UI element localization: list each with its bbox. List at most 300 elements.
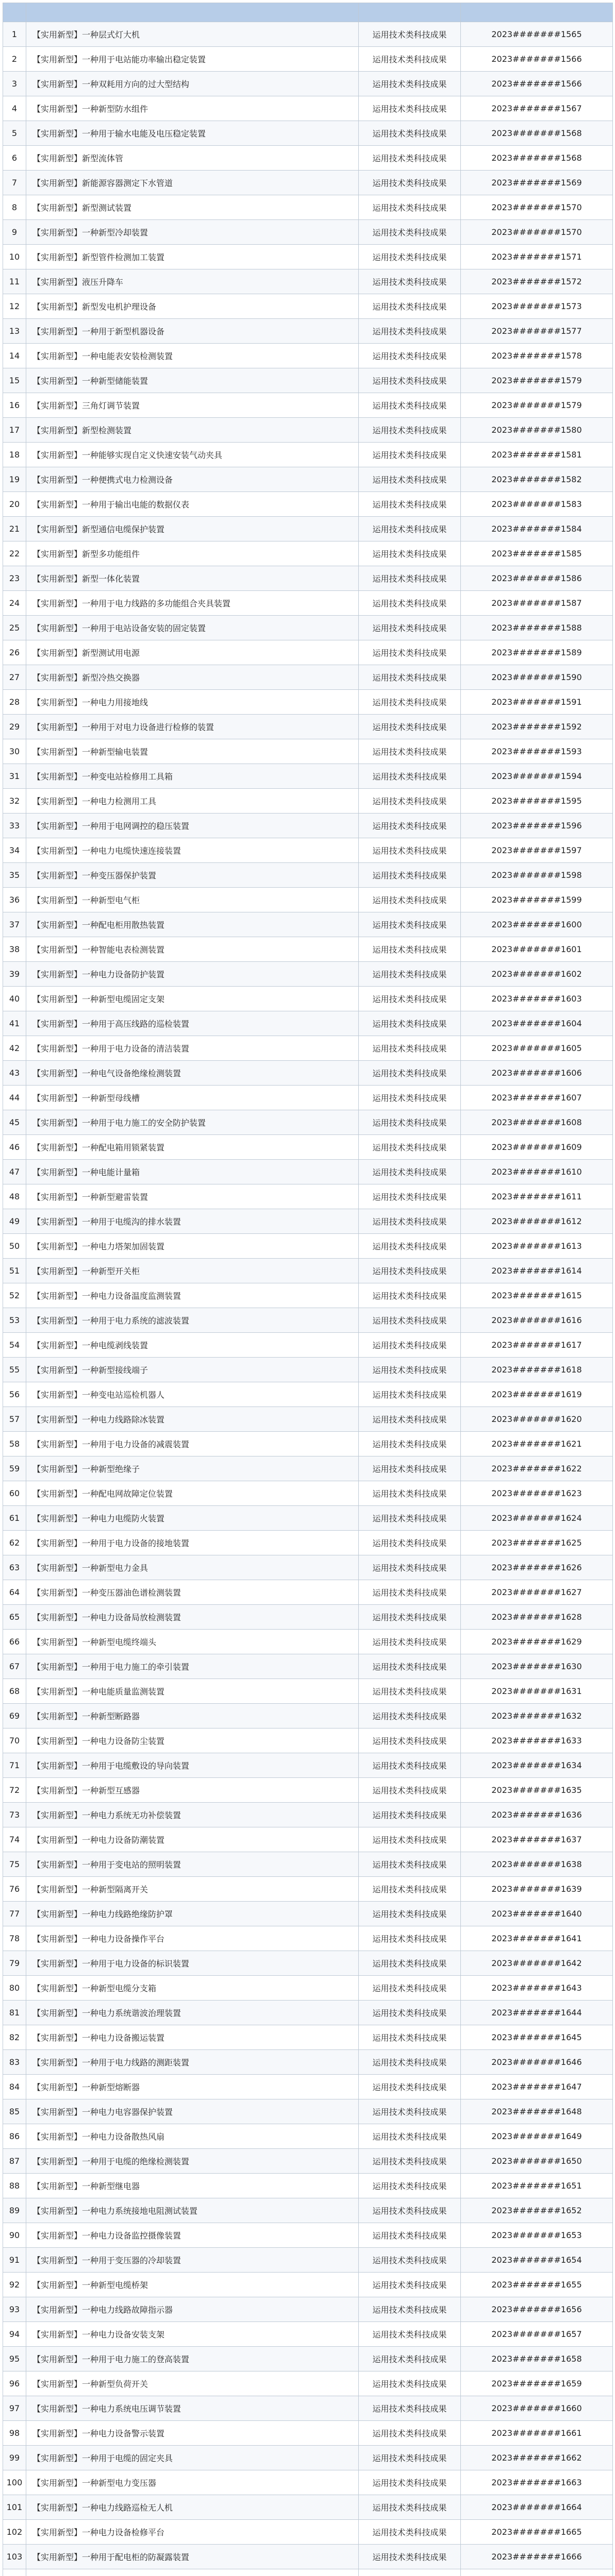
patent-name: 【实用新型】一种新型电缆终端头 xyxy=(26,1630,359,1654)
achievement-type: 运用技术类科技成果 xyxy=(359,1011,461,1036)
table-row xyxy=(3,1976,613,2001)
achievement-type: 运用技术类科技成果 xyxy=(359,2347,461,2371)
row-number: 78 xyxy=(3,1926,26,1951)
row-number: 91 xyxy=(3,2248,26,2273)
row-number: 31 xyxy=(3,764,26,789)
patent-table-body xyxy=(3,3,613,2576)
application-number: 2023#######1594 xyxy=(461,764,613,789)
application-number: 2023#######1591 xyxy=(461,690,613,715)
application-number: 2023#######1611 xyxy=(461,1184,613,1209)
row-number: 85 xyxy=(3,2099,26,2124)
row-number: 51 xyxy=(3,1259,26,1283)
application-number: 2023#######1652 xyxy=(461,2198,613,2223)
application-number: 2023#######1640 xyxy=(461,1902,613,1926)
achievement-type: 运用技术类科技成果 xyxy=(359,1778,461,1803)
patent-name: 【实用新型】一种电力线路除冰装置 xyxy=(26,1407,359,1432)
patent-name: 【实用新型】一种新型绝缘子 xyxy=(26,1456,359,1481)
achievement-type: 运用技术类科技成果 xyxy=(359,2371,461,2396)
patent-name: 【实用新型】一种电力设备警示装置 xyxy=(26,2421,359,2446)
row-number: 33 xyxy=(3,814,26,838)
application-number: 2023#######1572 xyxy=(461,269,613,294)
table-row xyxy=(3,2495,613,2520)
application-number: 2023#######1649 xyxy=(461,2124,613,2149)
row-number: 13 xyxy=(3,319,26,344)
table-row xyxy=(3,1605,613,1630)
patent-name: 【实用新型】一种电力检测用工具 xyxy=(26,789,359,814)
row-number: 47 xyxy=(3,1160,26,1184)
table-row xyxy=(3,443,613,467)
application-number: 2023#######1629 xyxy=(461,1630,613,1654)
patent-name: 【实用新型】一种电力电缆快速连接装置 xyxy=(26,838,359,863)
application-number: 2023#######1643 xyxy=(461,1976,613,2001)
table-row xyxy=(3,2223,613,2248)
achievement-type: 运用技术类科技成果 xyxy=(359,2124,461,2149)
achievement-type: 运用技术类科技成果 xyxy=(359,2025,461,2050)
row-number: 59 xyxy=(3,1456,26,1481)
achievement-type: 运用技术类科技成果 xyxy=(359,2248,461,2273)
table-row xyxy=(3,2248,613,2273)
achievement-type: 运用技术类科技成果 xyxy=(359,1432,461,1456)
patent-name: 【实用新型】一种变压器保护装置 xyxy=(26,863,359,888)
table-row xyxy=(3,72,613,96)
row-number: 35 xyxy=(3,863,26,888)
achievement-type: 运用技术类科技成果 xyxy=(359,2470,461,2495)
achievement-type: 运用技术类科技成果 xyxy=(359,764,461,789)
table-row xyxy=(3,1654,613,1679)
application-number: 2023#######1605 xyxy=(461,1036,613,1061)
row-number: 41 xyxy=(3,1011,26,1036)
patent-name: 【实用新型】一种用于电站能功率输出稳定装置 xyxy=(26,47,359,72)
application-number: 2023#######1657 xyxy=(461,2322,613,2347)
row-number: 83 xyxy=(3,2050,26,2075)
application-number: 2023#######1573 xyxy=(461,294,613,319)
patent-name: 【实用新型】一种新型开关柜 xyxy=(26,1259,359,1283)
application-number: 2023#######1566 xyxy=(461,47,613,72)
application-number: 2023#######1603 xyxy=(461,987,613,1011)
application-number: 2023#######1590 xyxy=(461,665,613,690)
table-row xyxy=(3,96,613,121)
achievement-type: 运用技术类科技成果 xyxy=(359,2545,461,2569)
row-number: 52 xyxy=(3,1283,26,1308)
row-number: 15 xyxy=(3,368,26,393)
patent-name: 【实用新型】一种便携式电力检测设备 xyxy=(26,467,359,492)
row-number: 12 xyxy=(3,294,26,319)
achievement-type: 运用技术类科技成果 xyxy=(359,1259,461,1283)
table-row xyxy=(3,2273,613,2297)
patent-name: 【实用新型】一种电力用接地线 xyxy=(26,690,359,715)
achievement-type: 运用技术类科技成果 xyxy=(359,863,461,888)
achievement-type: 运用技术类科技成果 xyxy=(359,368,461,393)
patent-name: 【实用新型】一种电力系统无功补偿装置 xyxy=(26,1803,359,1827)
row-number: 53 xyxy=(3,1308,26,1333)
achievement-type: 运用技术类科技成果 xyxy=(359,2174,461,2198)
achievement-type: 运用技术类科技成果 xyxy=(359,1086,461,1110)
row-number: 50 xyxy=(3,1234,26,1259)
table-row xyxy=(3,492,613,517)
patent-name: 【实用新型】一种电能表安装检测装置 xyxy=(26,344,359,368)
achievement-type: 运用技术类科技成果 xyxy=(359,912,461,937)
application-number: 2023#######1581 xyxy=(461,443,613,467)
application-number: 2023#######1621 xyxy=(461,1432,613,1456)
table-row xyxy=(3,294,613,319)
table-row xyxy=(3,1283,613,1308)
row-number: 43 xyxy=(3,1061,26,1086)
table-row xyxy=(3,640,613,665)
table-header-row xyxy=(3,3,613,22)
row-number: 94 xyxy=(3,2322,26,2347)
table-row xyxy=(3,690,613,715)
table-row xyxy=(3,863,613,888)
application-number: 2023#######1650 xyxy=(461,2149,613,2174)
application-number: 2023#######1659 xyxy=(461,2371,613,2396)
table-row xyxy=(3,1160,613,1184)
achievement-type: 运用技术类科技成果 xyxy=(359,220,461,245)
achievement-type: 运用技术类科技成果 xyxy=(359,789,461,814)
row-number: 11 xyxy=(3,269,26,294)
row-number: 77 xyxy=(3,1902,26,1926)
application-number: 2023#######1666 xyxy=(461,2545,613,2569)
application-number: 2023#######1648 xyxy=(461,2099,613,2124)
row-number: 37 xyxy=(3,912,26,937)
patent-name: 【实用新型】一种电力设备搬运装置 xyxy=(26,2025,359,2050)
patent-name: 【实用新型】一种新型熔断器 xyxy=(26,2075,359,2099)
row-number: 4 xyxy=(3,96,26,121)
table-row xyxy=(3,2446,613,2470)
row-number: 29 xyxy=(3,715,26,739)
patent-name: 【实用新型】一种电力线路绝缘防护罩 xyxy=(26,1902,359,1926)
application-number: 2023#######1570 xyxy=(461,195,613,220)
achievement-type: 运用技术类科技成果 xyxy=(359,1209,461,1234)
table-row xyxy=(3,121,613,146)
patent-name: 【实用新型】新型测试装置 xyxy=(26,195,359,220)
patent-name: 【实用新型】一种用于变压器的冷却装置 xyxy=(26,2248,359,2273)
row-number: 48 xyxy=(3,1184,26,1209)
achievement-type: 运用技术类科技成果 xyxy=(359,1976,461,2001)
table-row xyxy=(3,1852,613,1877)
application-number: 2023#######1589 xyxy=(461,640,613,665)
achievement-type: 运用技术类科技成果 xyxy=(359,418,461,443)
achievement-type: 运用技术类科技成果 xyxy=(359,1382,461,1407)
achievement-type: 运用技术类科技成果 xyxy=(359,1407,461,1432)
patent-name: 【实用新型】一种新型避雷装置 xyxy=(26,1184,359,1209)
row-number: 49 xyxy=(3,1209,26,1234)
table-row xyxy=(3,22,613,47)
patent-name: 【实用新型】一种新型隔离开关 xyxy=(26,1877,359,1902)
row-number: 7 xyxy=(3,171,26,195)
achievement-type: 运用技术类科技成果 xyxy=(359,443,461,467)
achievement-type: 运用技术类科技成果 xyxy=(359,1506,461,1531)
patent-name: 【实用新型】新型冷热交换器 xyxy=(26,665,359,690)
row-number: 92 xyxy=(3,2273,26,2297)
table-row xyxy=(3,1308,613,1333)
patent-name: 【实用新型】一种电能计量箱 xyxy=(26,1160,359,1184)
row-number: 84 xyxy=(3,2075,26,2099)
row-number: 55 xyxy=(3,1358,26,1382)
row-number: 74 xyxy=(3,1827,26,1852)
patent-name: 【实用新型】一种用于电力施工的登高装置 xyxy=(26,2347,359,2371)
application-number: 2023#######1616 xyxy=(461,1308,613,1333)
row-number: 62 xyxy=(3,1531,26,1555)
table-row xyxy=(3,1803,613,1827)
table-row xyxy=(3,962,613,987)
achievement-type: 运用技术类科技成果 xyxy=(359,1135,461,1160)
achievement-type: 运用技术类科技成果 xyxy=(359,2001,461,2025)
table-row xyxy=(3,146,613,171)
application-number: 2023#######1579 xyxy=(461,393,613,418)
application-number: 2023#######1578 xyxy=(461,344,613,368)
application-number: 2023#######1580 xyxy=(461,418,613,443)
row-number: 82 xyxy=(3,2025,26,2050)
table-row xyxy=(3,2297,613,2322)
table-row xyxy=(3,1926,613,1951)
table-row xyxy=(3,2075,613,2099)
achievement-type: 运用技术类科技成果 xyxy=(359,838,461,863)
row-number: 34 xyxy=(3,838,26,863)
patent-name: 【实用新型】一种新型电缆桥架 xyxy=(26,2273,359,2297)
row-number: 22 xyxy=(3,541,26,566)
header-cell-no xyxy=(3,3,26,22)
achievement-type: 运用技术类科技成果 xyxy=(359,2198,461,2223)
application-number: 2023#######1644 xyxy=(461,2001,613,2025)
achievement-type: 运用技术类科技成果 xyxy=(359,517,461,541)
achievement-type: 运用技术类科技成果 xyxy=(359,245,461,269)
application-number: 2023#######1623 xyxy=(461,1481,613,1506)
table-row xyxy=(3,1086,613,1110)
application-number: 2023#######1632 xyxy=(461,1704,613,1728)
row-number: 98 xyxy=(3,2421,26,2446)
application-number: 2023#######1567 xyxy=(461,96,613,121)
table-row xyxy=(3,2520,613,2545)
achievement-type: 运用技术类科技成果 xyxy=(359,1827,461,1852)
patent-name: 【实用新型】一种电力电缆防火装置 xyxy=(26,1506,359,1531)
achievement-type xyxy=(359,2569,461,2576)
row-number: 18 xyxy=(3,443,26,467)
patent-name: 【实用新型】新型流体管 xyxy=(26,146,359,171)
achievement-type: 运用技术类科技成果 xyxy=(359,814,461,838)
row-number: 8 xyxy=(3,195,26,220)
achievement-type: 运用技术类科技成果 xyxy=(359,1704,461,1728)
patent-name: 【实用新型】一种用于输水电能及电压稳定装置 xyxy=(26,121,359,146)
achievement-type: 运用技术类科技成果 xyxy=(359,2149,461,2174)
table-row xyxy=(3,269,613,294)
application-number: 2023#######1607 xyxy=(461,1086,613,1110)
achievement-type: 运用技术类科技成果 xyxy=(359,2075,461,2099)
achievement-type: 运用技术类科技成果 xyxy=(359,1902,461,1926)
row-number: 44 xyxy=(3,1086,26,1110)
achievement-type: 运用技术类科技成果 xyxy=(359,739,461,764)
table-row xyxy=(3,2001,613,2025)
application-number: 2023#######1627 xyxy=(461,1580,613,1605)
row-number: 28 xyxy=(3,690,26,715)
achievement-type: 运用技术类科技成果 xyxy=(359,640,461,665)
row-number: 64 xyxy=(3,1580,26,1605)
achievement-type: 运用技术类科技成果 xyxy=(359,96,461,121)
application-number: 2023#######1568 xyxy=(461,121,613,146)
application-number: 2023#######1610 xyxy=(461,1160,613,1184)
achievement-type: 运用技术类科技成果 xyxy=(359,1630,461,1654)
patent-name: 【实用新型】一种用于电力设备的标识装置 xyxy=(26,1951,359,1976)
patent-name: 【实用新型】一种电力系统电压调节装置 xyxy=(26,2396,359,2421)
row-number: 9 xyxy=(3,220,26,245)
application-number: 2023#######1600 xyxy=(461,912,613,937)
table-row xyxy=(3,1778,613,1803)
table-row xyxy=(3,616,613,640)
application-number: 2023#######1625 xyxy=(461,1531,613,1555)
patent-name: 【实用新型】一种用于变电站的照明装置 xyxy=(26,1852,359,1877)
row-number: 67 xyxy=(3,1654,26,1679)
achievement-type: 运用技术类科技成果 xyxy=(359,937,461,962)
table-row xyxy=(3,1506,613,1531)
table-row xyxy=(3,393,613,418)
row-number: 23 xyxy=(3,566,26,591)
row-number: 79 xyxy=(3,1951,26,1976)
table-row xyxy=(3,1259,613,1283)
application-number: 2023#######1622 xyxy=(461,1456,613,1481)
application-number: 2023#######1631 xyxy=(461,1679,613,1704)
patent-name: 【实用新型】新型一体化装置 xyxy=(26,566,359,591)
application-number: 2023#######1596 xyxy=(461,814,613,838)
patent-name: 【实用新型】一种用于电缆沟的排水装置 xyxy=(26,1209,359,1234)
table-row xyxy=(3,1036,613,1061)
achievement-type: 运用技术类科技成果 xyxy=(359,344,461,368)
patent-name: 【实用新型】一种新型电气柜 xyxy=(26,888,359,912)
table-row xyxy=(3,1135,613,1160)
patent-name: 【实用新型】新型发电机护理设备 xyxy=(26,294,359,319)
patent-name: 【实用新型】一种变压器油色谱检测装置 xyxy=(26,1580,359,1605)
table-row xyxy=(3,1333,613,1358)
table-row xyxy=(3,1209,613,1234)
row-number: 69 xyxy=(3,1704,26,1728)
application-number xyxy=(461,2569,613,2576)
table-row xyxy=(3,418,613,443)
table-row xyxy=(3,1456,613,1481)
table-row xyxy=(3,1753,613,1778)
application-number: 2023#######1636 xyxy=(461,1803,613,1827)
table-row xyxy=(3,888,613,912)
patent-name: 【实用新型】一种电力系统接地电阻测试装置 xyxy=(26,2198,359,2223)
application-number: 2023#######1588 xyxy=(461,616,613,640)
table-row xyxy=(3,1358,613,1382)
row-number: 89 xyxy=(3,2198,26,2223)
application-number: 2023#######1624 xyxy=(461,1506,613,1531)
achievement-type: 运用技术类科技成果 xyxy=(359,987,461,1011)
achievement-type: 运用技术类科技成果 xyxy=(359,1803,461,1827)
table-row xyxy=(3,2371,613,2396)
header-cell-type xyxy=(359,3,461,22)
achievement-type: 运用技术类科技成果 xyxy=(359,1531,461,1555)
patent-name: 【实用新型】新型多功能组件 xyxy=(26,541,359,566)
achievement-type: 运用技术类科技成果 xyxy=(359,1110,461,1135)
patent-name: 【实用新型】一种新型电缆分支箱 xyxy=(26,1976,359,2001)
patent-name: 【实用新型】一种用于电缆的绝缘检测装置 xyxy=(26,2149,359,2174)
table-row xyxy=(3,1061,613,1086)
achievement-type: 运用技术类科技成果 xyxy=(359,467,461,492)
application-number: 2023#######1615 xyxy=(461,1283,613,1308)
application-number: 2023#######1619 xyxy=(461,1382,613,1407)
row-number: 54 xyxy=(3,1333,26,1358)
row-number: 39 xyxy=(3,962,26,987)
application-number: 2023#######1626 xyxy=(461,1555,613,1580)
row-number: 71 xyxy=(3,1753,26,1778)
application-number: 2023#######1583 xyxy=(461,492,613,517)
achievement-type: 运用技术类科技成果 xyxy=(359,962,461,987)
patent-name: 【实用新型】一种电力线路故障指示器 xyxy=(26,2297,359,2322)
row-number: 25 xyxy=(3,616,26,640)
application-number: 2023#######1647 xyxy=(461,2075,613,2099)
row-number: 10 xyxy=(3,245,26,269)
patent-name: 【实用新型】一种电力设备散热风扇 xyxy=(26,2124,359,2149)
table-row xyxy=(3,1728,613,1753)
table-row xyxy=(3,1234,613,1259)
achievement-type: 运用技术类科技成果 xyxy=(359,2520,461,2545)
patent-name: 【实用新型】一种变电站检修用工具箱 xyxy=(26,764,359,789)
application-number: 2023#######1634 xyxy=(461,1753,613,1778)
application-number: 2023#######1592 xyxy=(461,715,613,739)
application-number: 2023#######1565 xyxy=(461,22,613,47)
row-number: 1 xyxy=(3,22,26,47)
table-row xyxy=(3,2347,613,2371)
row-number: 103 xyxy=(3,2545,26,2569)
table-row xyxy=(3,814,613,838)
patent-name: 【实用新型】一种用于电站设备安装的固定装置 xyxy=(26,616,359,640)
patent-name: 【实用新型】一种双耗用方向的过大型结构 xyxy=(26,72,359,96)
achievement-type: 运用技术类科技成果 xyxy=(359,393,461,418)
patent-name: 【实用新型】一种电力设备检修平台 xyxy=(26,2520,359,2545)
achievement-type: 运用技术类科技成果 xyxy=(359,591,461,616)
table-row xyxy=(3,47,613,72)
row-number: 24 xyxy=(3,591,26,616)
row-number: 100 xyxy=(3,2470,26,2495)
application-number: 2023#######1651 xyxy=(461,2174,613,2198)
application-number: 2023#######1602 xyxy=(461,962,613,987)
achievement-type: 运用技术类科技成果 xyxy=(359,2099,461,2124)
achievement-type: 运用技术类科技成果 xyxy=(359,1456,461,1481)
achievement-type: 运用技术类科技成果 xyxy=(359,2396,461,2421)
patent-name: 【实用新型】一种电力线路巡检无人机 xyxy=(26,2495,359,2520)
achievement-type: 运用技术类科技成果 xyxy=(359,1951,461,1976)
achievement-type: 运用技术类科技成果 xyxy=(359,22,461,47)
application-number: 2023#######1570 xyxy=(461,220,613,245)
application-number: 2023#######1635 xyxy=(461,1778,613,1803)
table-row xyxy=(3,2099,613,2124)
patent-table xyxy=(3,3,613,2576)
table-row xyxy=(3,2050,613,2075)
application-number: 2023#######1639 xyxy=(461,1877,613,1902)
table-row xyxy=(3,2396,613,2421)
achievement-type: 运用技术类科技成果 xyxy=(359,541,461,566)
achievement-type: 运用技术类科技成果 xyxy=(359,1358,461,1382)
patent-name: 【实用新型】一种电力设备操作平台 xyxy=(26,1926,359,1951)
patent-name: 【实用新型】一种新型断路器 xyxy=(26,1704,359,1728)
patent-name: 【实用新型】一种新型负荷开关 xyxy=(26,2371,359,2396)
achievement-type: 运用技术类科技成果 xyxy=(359,1654,461,1679)
achievement-type: 运用技术类科技成果 xyxy=(359,269,461,294)
achievement-type: 运用技术类科技成果 xyxy=(359,1308,461,1333)
table-row xyxy=(3,2025,613,2050)
patent-name: 【实用新型】一种用于高压线路的巡检装置 xyxy=(26,1011,359,1036)
patent-name: 【实用新型】一种用于电力施工的牵引装置 xyxy=(26,1654,359,1679)
row-number: 5 xyxy=(3,121,26,146)
row-number: 16 xyxy=(3,393,26,418)
patent-name: 【实用新型】一种层式灯大机 xyxy=(26,22,359,47)
row-number: 20 xyxy=(3,492,26,517)
achievement-type: 运用技术类科技成果 xyxy=(359,2495,461,2520)
row-number: 95 xyxy=(3,2347,26,2371)
achievement-type: 运用技术类科技成果 xyxy=(359,47,461,72)
achievement-type: 运用技术类科技成果 xyxy=(359,2322,461,2347)
achievement-type: 运用技术类科技成果 xyxy=(359,1283,461,1308)
patent-name: 【实用新型】一种配电网故障定位装置 xyxy=(26,1481,359,1506)
